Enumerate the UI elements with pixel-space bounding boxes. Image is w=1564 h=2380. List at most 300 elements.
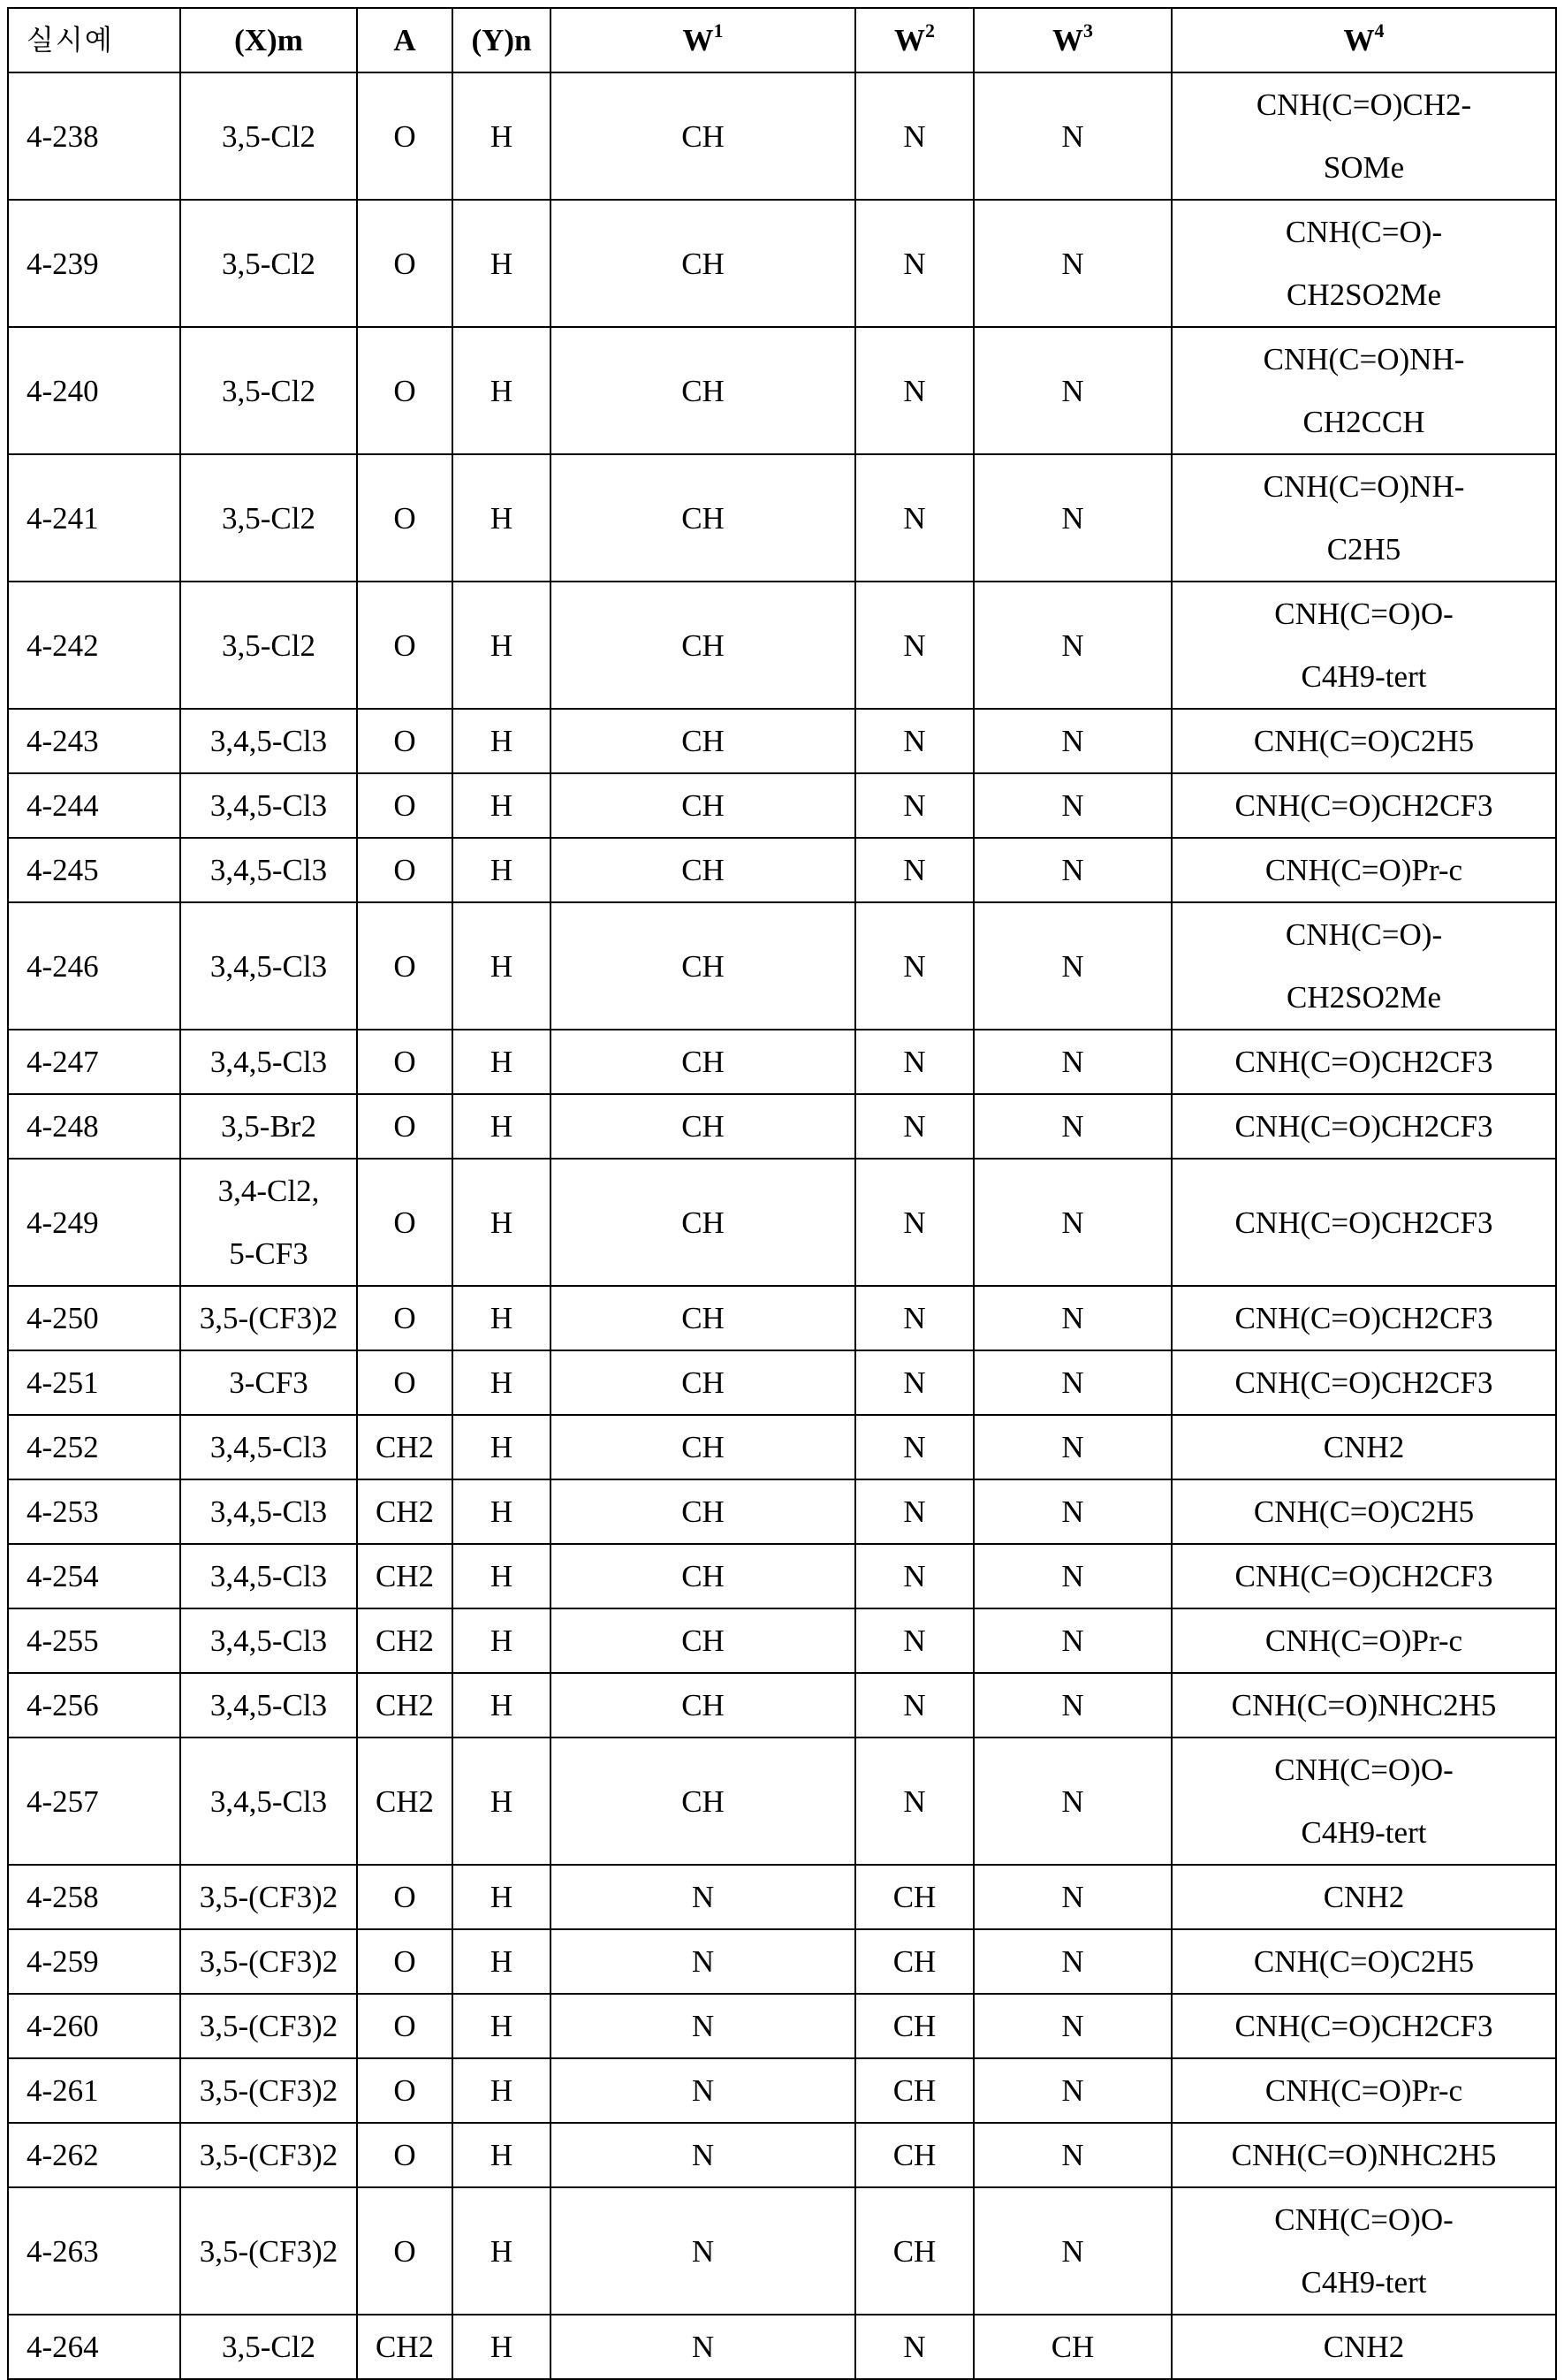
- cell-xm: [180, 1030, 357, 1094]
- table-row: [8, 2315, 1556, 2379]
- header-w4: [1172, 8, 1556, 72]
- cell-w4: [1172, 773, 1556, 838]
- cell-example-id: 4-253: [8, 1479, 180, 1544]
- cell-w4: [1172, 902, 1556, 1030]
- cell-w2: N: [855, 1350, 974, 1415]
- cell-w3: N: [974, 2187, 1172, 2315]
- cell-xm: [180, 2315, 357, 2379]
- cell-w2: N: [855, 1479, 974, 1544]
- header-w1: [550, 8, 855, 72]
- cell-xm: [180, 1994, 357, 2058]
- cell-w4: [1172, 1865, 1556, 1929]
- cell-example-id: 4-248: [8, 1094, 180, 1159]
- cell-w4: [1172, 1929, 1556, 1994]
- cell-w2: CH: [855, 1865, 974, 1929]
- cell-w1: CH: [550, 1737, 855, 1865]
- cell-xm-line: 3,4,5-Cl3: [209, 1623, 328, 1658]
- table-row: [8, 1929, 1556, 1994]
- cell-xm: [180, 1865, 357, 1929]
- header-xm: [180, 8, 357, 72]
- cell-w3: N: [974, 1159, 1172, 1286]
- cell-xm-line: 3,5-(CF3)2: [199, 2138, 338, 2172]
- cell-w4-line: CNH(C=O)CH2CF3: [1234, 1205, 1493, 1240]
- cell-yn: H: [452, 709, 550, 773]
- cell-w1: CH: [550, 327, 855, 454]
- cell-w4: [1172, 709, 1556, 773]
- cell-w3: N: [974, 1608, 1172, 1673]
- cell-yn: H: [452, 1350, 550, 1415]
- cell-a: O: [357, 1350, 452, 1415]
- cell-w2: N: [855, 1608, 974, 1673]
- table-row: [8, 454, 1556, 582]
- cell-w4: [1172, 327, 1556, 454]
- cell-example-id: 4-261: [8, 2058, 180, 2123]
- cell-xm-line: 3,5-(CF3)2: [199, 1880, 338, 1914]
- table-row: [8, 582, 1556, 709]
- cell-a: O: [357, 1159, 452, 1286]
- cell-w4-line: CNH(C=O)CH2-: [1256, 87, 1472, 122]
- cell-yn: H: [452, 2058, 550, 2123]
- cell-example-id: 4-258: [8, 1865, 180, 1929]
- table-row: [8, 200, 1556, 327]
- cell-xm-line: 3,5-(CF3)2: [199, 1944, 338, 1979]
- cell-yn: H: [452, 1673, 550, 1737]
- cell-xm-line: 3,5-(CF3)2: [199, 2233, 338, 2269]
- cell-example-id: 4-240: [8, 327, 180, 454]
- cell-w3: N: [974, 709, 1172, 773]
- header-label: (X)m: [234, 23, 303, 57]
- header-label: W: [894, 23, 925, 57]
- table-row: [8, 2058, 1556, 2123]
- cell-w2: N: [855, 582, 974, 709]
- cell-w3: N: [974, 2123, 1172, 2187]
- cell-a: O: [357, 2123, 452, 2187]
- cell-w1: CH: [550, 1159, 855, 1286]
- cell-w2: N: [855, 1286, 974, 1350]
- cell-yn: H: [452, 838, 550, 902]
- table-row: [8, 1608, 1556, 1673]
- cell-xm: [180, 1159, 357, 1286]
- table-row: [8, 1286, 1556, 1350]
- table-row: [8, 1030, 1556, 1094]
- cell-xm-line: 3,5-Cl2: [222, 2330, 315, 2364]
- cell-w2: N: [855, 1159, 974, 1286]
- cell-example-id: 4-260: [8, 1994, 180, 2058]
- cell-xm: [180, 1929, 357, 1994]
- cell-xm-line: 3,4,5-Cl3: [209, 1688, 328, 1722]
- cell-w2: N: [855, 902, 974, 1030]
- cell-w4: [1172, 1737, 1556, 1865]
- cell-w4: [1172, 1030, 1556, 1094]
- cell-w1: CH: [550, 454, 855, 582]
- cell-w3: N: [974, 1544, 1172, 1608]
- table-row: [8, 1159, 1556, 1286]
- cell-xm: [180, 1673, 357, 1737]
- cell-w4: [1172, 72, 1556, 200]
- cell-w4: [1172, 1479, 1556, 1544]
- cell-w4-line: CNH(C=O)CH2CF3: [1234, 1109, 1493, 1144]
- cell-w1: CH: [550, 1350, 855, 1415]
- cell-w2: CH: [855, 2187, 974, 2315]
- cell-xm: [180, 327, 357, 454]
- cell-w4: [1172, 1094, 1556, 1159]
- table-row: [8, 1673, 1556, 1737]
- cell-w3: N: [974, 1737, 1172, 1865]
- cell-w3: CH: [974, 2315, 1172, 2379]
- cell-example-id: 4-262: [8, 2123, 180, 2187]
- table-row: [8, 1865, 1556, 1929]
- cell-w2: N: [855, 2315, 974, 2379]
- cell-xm: [180, 1737, 357, 1865]
- cell-xm: [180, 773, 357, 838]
- cell-example-id: 4-242: [8, 582, 180, 709]
- cell-xm-line: 3,4,5-Cl3: [209, 948, 328, 984]
- cell-a: O: [357, 1865, 452, 1929]
- cell-w4: [1172, 454, 1556, 582]
- cell-a: O: [357, 327, 452, 454]
- cell-w4: [1172, 1544, 1556, 1608]
- header-superscript: 2: [925, 19, 935, 42]
- cell-w3: N: [974, 838, 1172, 902]
- cell-w2: N: [855, 72, 974, 200]
- cell-w4-line: CNH2: [1323, 1880, 1405, 1914]
- cell-a: O: [357, 1286, 452, 1350]
- cell-w3: N: [974, 200, 1172, 327]
- cell-example-id: 4-244: [8, 773, 180, 838]
- cell-xm: [180, 2058, 357, 2123]
- cell-yn: H: [452, 773, 550, 838]
- cell-w4-line: CH2CCH: [1302, 405, 1425, 439]
- cell-w3: N: [974, 773, 1172, 838]
- cell-example-id: 4-254: [8, 1544, 180, 1608]
- table-row: [8, 1994, 1556, 2058]
- cell-w1: N: [550, 2315, 855, 2379]
- cell-example-id: 4-245: [8, 838, 180, 902]
- cell-xm: [180, 1544, 357, 1608]
- cell-example-id: 4-255: [8, 1608, 180, 1673]
- cell-example-id: 4-238: [8, 72, 180, 200]
- header-label: W: [1343, 23, 1375, 57]
- cell-w4: [1172, 582, 1556, 709]
- cell-a: O: [357, 2058, 452, 2123]
- header-label: W: [1052, 23, 1083, 57]
- cell-w4-line: CNH(C=O)NHC2H5: [1231, 2138, 1497, 2172]
- cell-w4: [1172, 1608, 1556, 1673]
- cell-xm-line: 3,5-Cl2: [222, 500, 315, 536]
- cell-w1: CH: [550, 200, 855, 327]
- cell-w2: CH: [855, 1929, 974, 1994]
- cell-w1: N: [550, 2123, 855, 2187]
- cell-example-id: 4-239: [8, 200, 180, 327]
- cell-w3: N: [974, 1286, 1172, 1350]
- cell-w1: CH: [550, 1286, 855, 1350]
- cell-w4-line: CNH(C=O)-: [1285, 215, 1443, 249]
- cell-w4-line: CNH(C=O)CH2CF3: [1234, 1045, 1493, 1079]
- cell-xm: [180, 200, 357, 327]
- cell-w4: [1172, 2315, 1556, 2379]
- cell-w1: CH: [550, 1094, 855, 1159]
- cell-w2: N: [855, 709, 974, 773]
- cell-a: CH2: [357, 1737, 452, 1865]
- cell-yn: H: [452, 2187, 550, 2315]
- table-row: [8, 1479, 1556, 1544]
- cell-xm-line: 3,5-Br2: [221, 1109, 316, 1144]
- cell-w4-line: CNH(C=O)CH2CF3: [1234, 788, 1493, 823]
- cell-w2: CH: [855, 2058, 974, 2123]
- cell-example-id: 4-256: [8, 1673, 180, 1737]
- cell-w4-line: CNH(C=O)C2H5: [1253, 1944, 1475, 1979]
- cell-w2: N: [855, 1737, 974, 1865]
- cell-w3: N: [974, 1350, 1172, 1415]
- cell-w4-line: CH2SO2Me: [1286, 278, 1442, 312]
- cell-a: O: [357, 454, 452, 582]
- cell-example-id: 4-241: [8, 454, 180, 582]
- cell-yn: H: [452, 200, 550, 327]
- cell-w4-line: CNH(C=O)CH2CF3: [1234, 2009, 1493, 2043]
- cell-a: CH2: [357, 2315, 452, 2379]
- cell-xm-line: 3,4,5-Cl3: [209, 853, 328, 887]
- cell-xm: [180, 838, 357, 902]
- cell-w1: CH: [550, 72, 855, 200]
- header-w2: [855, 8, 974, 72]
- cell-a: CH2: [357, 1479, 452, 1544]
- cell-w4-line: CNH(C=O)CH2CF3: [1234, 1365, 1493, 1400]
- cell-w3: N: [974, 1415, 1172, 1479]
- cell-w1: CH: [550, 1544, 855, 1608]
- cell-w4-line: CNH(C=O)CH2CF3: [1234, 1559, 1493, 1593]
- cell-xm-line: 3,4,5-Cl3: [209, 1494, 328, 1529]
- cell-w1: CH: [550, 902, 855, 1030]
- cell-a: O: [357, 582, 452, 709]
- cell-example-id: 4-249: [8, 1159, 180, 1286]
- table-row: [8, 72, 1556, 200]
- cell-w4: [1172, 1673, 1556, 1737]
- cell-w1: CH: [550, 773, 855, 838]
- cell-w2: CH: [855, 2123, 974, 2187]
- cell-w2: N: [855, 1415, 974, 1479]
- cell-w1: CH: [550, 709, 855, 773]
- cell-w1: CH: [550, 1415, 855, 1479]
- cell-w2: N: [855, 1673, 974, 1737]
- cell-a: O: [357, 709, 452, 773]
- cell-a: O: [357, 1929, 452, 1994]
- cell-yn: H: [452, 1865, 550, 1929]
- header-label: (Y)n: [471, 23, 532, 57]
- cell-w4-line: CNH(C=O)-: [1285, 917, 1443, 952]
- cell-w4-line: CH2SO2Me: [1286, 980, 1442, 1015]
- cell-example-id: 4-257: [8, 1737, 180, 1865]
- cell-xm: [180, 1415, 357, 1479]
- cell-xm: [180, 454, 357, 582]
- cell-w4: [1172, 1415, 1556, 1479]
- cell-w2: N: [855, 327, 974, 454]
- cell-yn: H: [452, 582, 550, 709]
- table-row: [8, 2123, 1556, 2187]
- table-row: [8, 1094, 1556, 1159]
- table-row: [8, 1350, 1556, 1415]
- cell-w2: N: [855, 1544, 974, 1608]
- cell-yn: H: [452, 1929, 550, 1994]
- cell-w2: N: [855, 454, 974, 582]
- cell-example-id: 4-247: [8, 1030, 180, 1094]
- cell-w3: N: [974, 72, 1172, 200]
- cell-xm-line: 3-CF3: [229, 1365, 308, 1400]
- cell-xm: [180, 2123, 357, 2187]
- cell-w4-line: CNH2: [1323, 1430, 1405, 1464]
- cell-xm: [180, 1350, 357, 1415]
- cell-xm-line: 3,4,5-Cl3: [209, 788, 328, 823]
- cell-xm-line: 3,4-Cl2,: [217, 1174, 320, 1208]
- cell-w4-line: CNH(C=O)NH-: [1263, 469, 1465, 504]
- cell-w1: CH: [550, 1030, 855, 1094]
- header-superscript: 3: [1083, 19, 1093, 42]
- cell-w4-line: C4H9-tert: [1301, 1815, 1427, 1850]
- cell-xm-line: 3,4,5-Cl3: [209, 1559, 328, 1593]
- cell-w3: N: [974, 1865, 1172, 1929]
- cell-w4-line: CNH(C=O)CH2CF3: [1234, 1301, 1493, 1335]
- cell-w3: N: [974, 1030, 1172, 1094]
- cell-yn: H: [452, 1544, 550, 1608]
- cell-yn: H: [452, 1737, 550, 1865]
- cell-a: O: [357, 1094, 452, 1159]
- cell-w2: N: [855, 200, 974, 327]
- cell-w4-line: C4H9-tert: [1301, 2265, 1427, 2300]
- cell-example-id: 4-263: [8, 2187, 180, 2315]
- cell-a: O: [357, 773, 452, 838]
- cell-w3: N: [974, 582, 1172, 709]
- cell-w2: N: [855, 838, 974, 902]
- cell-w3: N: [974, 902, 1172, 1030]
- cell-w4-line: CNH(C=O)O-: [1274, 2202, 1454, 2237]
- table-row: [8, 327, 1556, 454]
- cell-w4: [1172, 200, 1556, 327]
- cell-xm-line: 3,5-Cl2: [222, 118, 315, 154]
- cell-yn: H: [452, 902, 550, 1030]
- cell-w1: CH: [550, 582, 855, 709]
- cell-yn: H: [452, 1286, 550, 1350]
- table-row: [8, 1544, 1556, 1608]
- table-row: [8, 773, 1556, 838]
- cell-a: O: [357, 72, 452, 200]
- cell-xm-line: 3,5-(CF3)2: [199, 1301, 338, 1335]
- cell-w4-line: SOMe: [1323, 150, 1405, 185]
- cell-yn: H: [452, 1994, 550, 2058]
- cell-w4-line: CNH(C=O)NH-: [1263, 342, 1465, 376]
- cell-w3: N: [974, 1994, 1172, 2058]
- cell-a: CH2: [357, 1608, 452, 1673]
- cell-a: O: [357, 902, 452, 1030]
- table-row: [8, 1737, 1556, 1865]
- cell-w4-line: CNH(C=O)Pr-c: [1264, 2073, 1463, 2108]
- cell-yn: H: [452, 2315, 550, 2379]
- cell-xm-line: 3,5-(CF3)2: [199, 2073, 338, 2108]
- cell-example-id: 4-259: [8, 1929, 180, 1994]
- cell-w4: [1172, 1286, 1556, 1350]
- cell-yn: H: [452, 1608, 550, 1673]
- cell-w4: [1172, 838, 1556, 902]
- cell-w1: CH: [550, 1608, 855, 1673]
- header-yn: [452, 8, 550, 72]
- cell-yn: H: [452, 1159, 550, 1286]
- cell-xm: [180, 72, 357, 200]
- cell-example-id: 4-246: [8, 902, 180, 1030]
- cell-w4: [1172, 2187, 1556, 2315]
- cell-w4-line: C4H9-tert: [1301, 659, 1427, 694]
- cell-w4: [1172, 2058, 1556, 2123]
- cell-w3: N: [974, 1929, 1172, 1994]
- cell-xm-line: 3,5-Cl2: [222, 627, 315, 663]
- cell-w4-line: CNH(C=O)Pr-c: [1264, 1623, 1463, 1658]
- header-a: [357, 8, 452, 72]
- table-row: [8, 709, 1556, 773]
- table-body: [8, 72, 1556, 2379]
- cell-w1: N: [550, 1865, 855, 1929]
- table-row: [8, 2187, 1556, 2315]
- cell-xm: [180, 902, 357, 1030]
- cell-xm-line: 3,5-Cl2: [222, 373, 315, 408]
- cell-w1: CH: [550, 838, 855, 902]
- header-w3: [974, 8, 1172, 72]
- cell-yn: H: [452, 327, 550, 454]
- cell-xm-line: 3,4,5-Cl3: [209, 1783, 328, 1819]
- cell-w3: N: [974, 1479, 1172, 1544]
- cell-a: CH2: [357, 1415, 452, 1479]
- header-label: A: [393, 23, 416, 57]
- cell-yn: H: [452, 454, 550, 582]
- cell-w2: N: [855, 1094, 974, 1159]
- cell-xm: [180, 2187, 357, 2315]
- cell-xm: [180, 1094, 357, 1159]
- cell-w4-line: CNH(C=O)NHC2H5: [1231, 1688, 1497, 1722]
- cell-xm-line: 3,5-Cl2: [222, 246, 315, 281]
- header-example: [8, 8, 180, 72]
- cell-a: O: [357, 838, 452, 902]
- cell-w4: [1172, 1994, 1556, 2058]
- cell-a: CH2: [357, 1544, 452, 1608]
- cell-w1: N: [550, 2058, 855, 2123]
- cell-w4-line: CNH(C=O)C2H5: [1253, 1494, 1475, 1529]
- cell-w2: N: [855, 1030, 974, 1094]
- cell-yn: H: [452, 1479, 550, 1544]
- cell-w3: N: [974, 1094, 1172, 1159]
- cell-w1: N: [550, 1994, 855, 2058]
- header-row: [8, 8, 1556, 72]
- cell-w4-line: CNH(C=O)C2H5: [1253, 724, 1475, 758]
- header-superscript: 1: [713, 19, 724, 42]
- cell-a: O: [357, 200, 452, 327]
- cell-a: O: [357, 1994, 452, 2058]
- cell-xm-line: 3,4,5-Cl3: [209, 724, 328, 758]
- cell-xm: [180, 582, 357, 709]
- cell-w3: N: [974, 327, 1172, 454]
- cell-w4: [1172, 2123, 1556, 2187]
- cell-yn: H: [452, 1094, 550, 1159]
- cell-xm-line: 5-CF3: [229, 1236, 308, 1271]
- cell-w3: N: [974, 454, 1172, 582]
- cell-example-id: 4-243: [8, 709, 180, 773]
- cell-w4-line: CNH(C=O)O-: [1274, 597, 1454, 631]
- cell-xm: [180, 1286, 357, 1350]
- cell-w1: CH: [550, 1673, 855, 1737]
- cell-yn: H: [452, 2123, 550, 2187]
- cell-w2: N: [855, 773, 974, 838]
- cell-xm: [180, 1479, 357, 1544]
- cell-yn: H: [452, 1415, 550, 1479]
- cell-xm-line: 3,4,5-Cl3: [209, 1430, 328, 1464]
- cell-a: CH2: [357, 1673, 452, 1737]
- table-row: [8, 838, 1556, 902]
- cell-yn: H: [452, 72, 550, 200]
